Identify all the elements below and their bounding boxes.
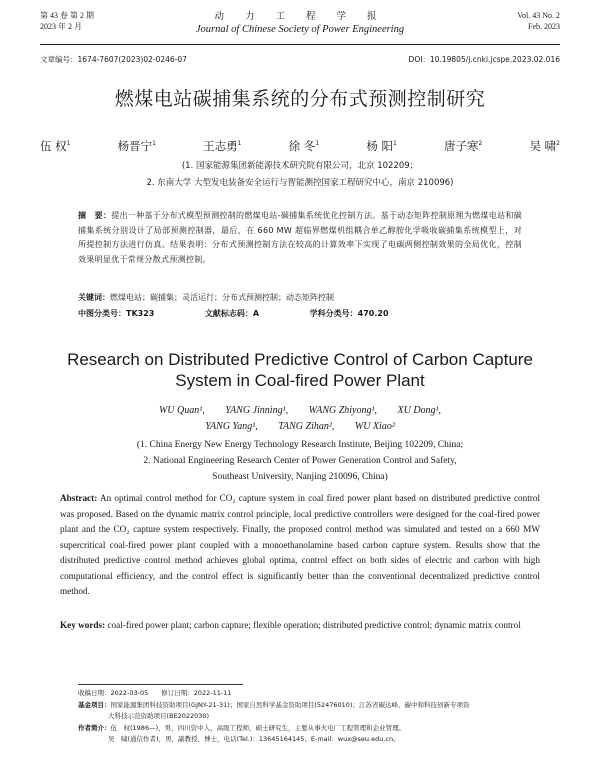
journal-name-en: Journal of Chinese Society of Power Engineering — [195, 24, 405, 35]
document-code: 文献标志码：A — [204, 309, 260, 318]
affiliation-zh-2: 2. 东南大学 大型发电装备安全运行与智能测控国家工程研究中心，南京 210096) — [146, 178, 454, 188]
affiliation-en-line: 2. National Engineering Research Center of Power Generation Control and Safety, — [143, 456, 457, 466]
date-en: Feb. 2023 — [528, 22, 560, 31]
abstract-text-en: An optimal control method for CO₂ capture system in coal fired power plant based on distributed predictive control was proposed. Based on the dynamic matrix control principle, local predictive controllers were designed for the coal-fired power plant and the CO₂ capture system respectively. Finally, the proposed control method was simulated and tested on a 660 MW supercritical coal-fired power plant coupled with a monoethanolamine based carbon capture system. Results show that the distributed predictive control method achieves global optima, control effect on both sides of electric and carbon with high computational efficiency, and the control effect is significantly better than the conventional decentralized predictive control method. — [60, 493, 540, 596]
fund-info-cont: 大科技示范资助项目(BE2022030) — [108, 712, 210, 720]
journal-name-zh: 动 力 工 程 学 报 — [214, 11, 386, 22]
affiliation-en-line: (1. China Energy New Energy Technology Research Institute, Beijing 102209, China; — [136, 440, 464, 450]
keywords-label-en: Key words: — [60, 620, 106, 630]
volume-issue-zh: 第 43 卷 第 2 期 — [40, 11, 94, 20]
abstract-label-en: Abstract: — [60, 493, 98, 503]
article-number: 文章编号：1674-7607(2023)02-0246-07 — [40, 55, 187, 64]
abstract-en — [60, 491, 540, 600]
affiliation-en-line: Southeast University, Nanjing 210096, China) — [212, 472, 388, 482]
fund-info: 基金项目：国家能源集团科技资助项目(GJNY-21-31)；国家自然科学基金资助项目(52476010)；江苏省碳达峰、碳中和科技创新专项资 — [78, 700, 470, 709]
title-en-line: System in Coal-fired Power Plant — [175, 371, 425, 390]
author-zh: 伍 权$^1$ — [40, 139, 71, 153]
footnote-divider — [78, 684, 243, 685]
header-right — [517, 10, 560, 32]
title-en — [0, 349, 600, 391]
authors-en — [60, 403, 540, 435]
keywords-text-zh: 燃煤电站；碳捕集；灵活运行；分布式预测控制；动态矩阵控制 — [110, 293, 334, 302]
abstract-zh — [78, 209, 522, 267]
received-date: 收稿日期：2022-03-05 修订日期：2022-11-11 — [78, 689, 232, 697]
journal-header — [40, 10, 560, 45]
volume-issue-en: Vol. 43 No. 2 — [517, 11, 560, 20]
title-en-line: Research on Distributed Predictive Control of Carbon Capture — [67, 350, 533, 369]
author-en: XU Dong¹, — [397, 405, 442, 416]
keywords-label-zh: 关键词： — [78, 293, 110, 302]
author-zh: 吴 啸$^2$ — [529, 139, 560, 153]
article-meta — [40, 54, 560, 65]
classification-zh — [78, 308, 522, 319]
author-en: TANG Zihan², — [278, 421, 335, 432]
author-en: YANG Jinning¹, — [225, 405, 289, 416]
header-center — [40, 10, 560, 37]
title-zh: 燃煤电站碳捕集系统的分布式预测控制研究 — [114, 88, 486, 110]
author-zh: 王志勇$^1$ — [203, 139, 242, 153]
doi-link[interactable]: DOI：10.19805/j.cnki.jcspe.2023.02.016 — [408, 55, 560, 64]
author-en: WU Quan¹, — [158, 405, 205, 416]
keywords-text-en: coal-fired power plant; carbon capture; flexible operation; distributed predictive control; dynamic matrix control — [107, 620, 521, 630]
affiliation-en — [60, 437, 540, 485]
keywords-en — [60, 618, 540, 634]
footnote — [78, 688, 560, 746]
author-zh: 徐 冬$^1$ — [288, 139, 320, 153]
abstract-label-zh: 摘 要： — [78, 211, 112, 220]
abstract-text-zh: 提出一种基于分布式模型预测控制的燃煤电站-碳捕集系统优化控制方法。基于动态矩阵控制原理为燃煤电站和碳捕集系统分别设计了局部预测控制器，最后，在 660 MW 超临界燃煤机组耦合单乙醇胺化学吸收碳捕集系统模型上，对所提控制方法进行仿真。结果表明：分布式预测控制方法在较高的计算效率下实现了电碳两侧控制效果的全局优化，控制效果明显优于常规分散式预测控制。 — [78, 211, 522, 264]
author-en: WU Xiao² — [354, 421, 395, 432]
author-zh: 杨晋宁$^1$ — [117, 139, 156, 153]
corresponding-author: 吴 啸(通信作者)，男，副教授，博士，电话(Tel.)：13645164145；E-mail：wux@seu.edu.cn。 — [108, 735, 400, 743]
author-zh: 杨 阳$^1$ — [366, 139, 397, 153]
clc-number: 中图分类号：TK323 — [78, 309, 155, 318]
author-en: YANG Yang¹, — [205, 421, 258, 432]
subject-code: 学科分类号：470.20 — [309, 309, 389, 318]
author-en: WANG Zhiyong¹, — [308, 405, 377, 416]
keywords-zh — [78, 292, 522, 303]
authors-zh — [40, 138, 560, 154]
author-zh: 唐子寒$^2$ — [443, 139, 483, 153]
author-bio: 作者简介：伍 权(1986—)，男，四川资中人，高级工程师，硕士研究生，主要从事火电厂工程管理和企业管理。 — [78, 723, 406, 732]
date-zh: 2023 年 2 月 — [40, 22, 82, 31]
affiliation-zh-1: (1. 国家能源集团新能源技术研究院有限公司，北京 102209； — [181, 161, 419, 171]
